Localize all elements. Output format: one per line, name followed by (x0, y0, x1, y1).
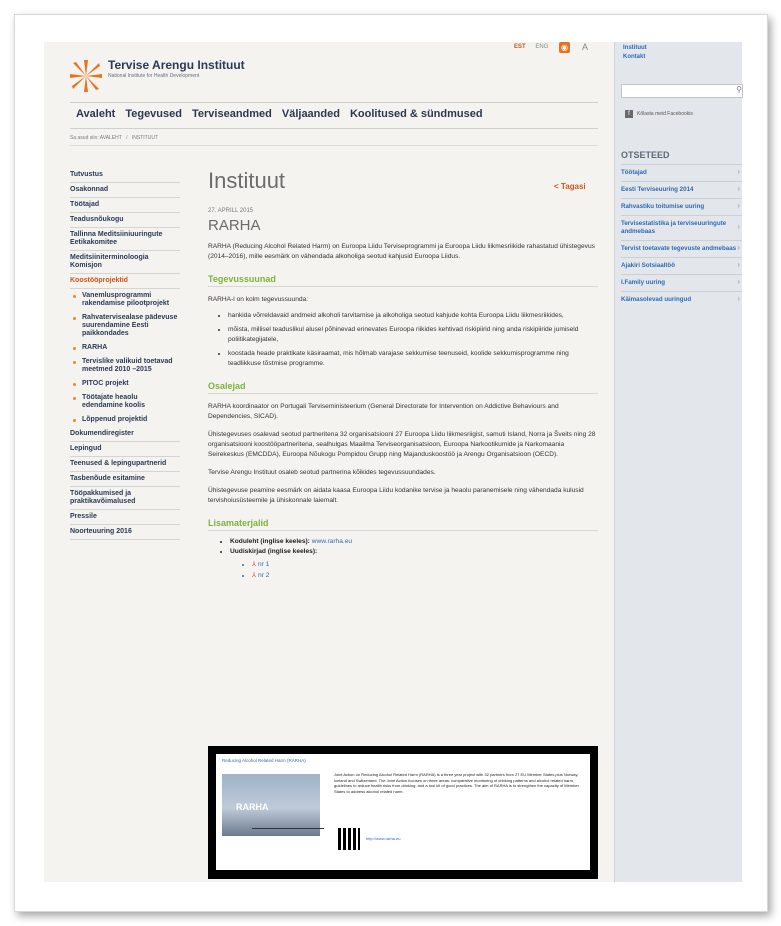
breadcrumb-prefix: Sa asud siin: (70, 135, 99, 141)
rss-icon[interactable]: ◉ (559, 42, 570, 53)
newsletter-item[interactable] (252, 559, 598, 570)
main-nav (76, 108, 483, 120)
chevron-right-icon: › (737, 184, 740, 193)
main-column (44, 42, 614, 882)
article-content (208, 168, 598, 581)
article-date: 27. APRILL 2015 (208, 208, 254, 214)
utility-links (623, 44, 647, 62)
home-label: Koduleht (inglise keeles): (230, 538, 312, 545)
chevron-right-icon: › (737, 277, 740, 286)
left-menu-item-active[interactable]: Koostööprojektid (70, 274, 180, 289)
shortcut-label[interactable]: Käimasolevad uuringud (621, 296, 692, 303)
article-intro: RARHA (Reducing Alcohol Related Harm) on Euroopa Liidu Terviseprogrammi ja Euroopa Liidu liikmesriikide rahastatud ühistegevus (2014–2016), mille eesmärk on vähendada alkoholiga seotud kahjusid Euroopa Liidus. (208, 243, 595, 260)
shortcut-label[interactable]: Tervisestatistika ja terviseuuringute andmebaas (621, 220, 727, 235)
chevron-right-icon: › (737, 201, 740, 210)
text-size-icon[interactable]: A (582, 42, 589, 52)
left-menu (70, 168, 180, 540)
section-heading: Tegevussuunad (208, 274, 598, 287)
qr-code-icon (338, 828, 360, 850)
divider (70, 128, 598, 129)
video-link[interactable]: http://www.rarha.eu (366, 836, 401, 841)
article-title: RARHA (208, 217, 261, 234)
left-menu-item[interactable]: Lepingud (70, 442, 180, 457)
newsletter-list (208, 559, 598, 581)
list-item: • hankida võrreldavaid andmeid alkoholi tarvitamise ja alkoholiga seotud kahjude kohta Euroopa Liidu liikmesriikides, (228, 311, 598, 321)
website-screenshot (44, 42, 741, 882)
shortcut-label[interactable]: Rahvastiku toitumise uuring (621, 203, 705, 210)
list-item: • koostada heade praktikate käsiraamat, mis hõlmab varajase sekkumise teenuseid, koolide sekkumisprogramme ning teadlikkuse tõstmise programme. (228, 349, 598, 369)
bridge-graphic (252, 828, 324, 829)
left-menu-item[interactable]: Tööpakkumised ja praktikavõimalused (70, 487, 180, 510)
shortcut-item[interactable] (621, 240, 742, 257)
language-switcher (514, 44, 554, 50)
shortcut-label[interactable]: Eesti Terviseuuring 2014 (621, 186, 694, 193)
left-menu-item[interactable]: Meditsiiniterminoloogia Komisjon (70, 251, 180, 274)
left-submenu-item[interactable]: Vanemlusprogrammi rakendamise pilootprojekt (70, 289, 180, 311)
shortcuts-list (621, 164, 742, 308)
video-description: Joint Action on Reducing Alcohol Related Harm (RARHA) is a three year project with 32 partners from 27 EU Member States plus Norway, Iceland and Switzerland. The Joint Action focuses on three areas: comparative monitoring of drinking patterns and alcohol related harm, guidelines to reduce health risks from drinking, and a tool kit of good practices. The aim of RARHA is to strengthen the capacity of Member States to address alcohol related harm. (334, 772, 579, 794)
breadcrumb-current: INSTITUUT (131, 135, 158, 141)
divider (70, 145, 598, 146)
newsletter-link[interactable]: nr 1 (258, 561, 270, 568)
left-submenu-item[interactable]: Lõppenud projektid (70, 413, 180, 427)
facebook-icon: f (625, 110, 633, 118)
shortcut-item[interactable] (621, 164, 742, 181)
page-title: Instituut (208, 168, 286, 193)
utility-link-kontakt[interactable]: Kontakt (623, 54, 646, 60)
facebook-label: Kõlasta meid Facebookis (637, 111, 693, 117)
list-item (230, 537, 598, 547)
materials-list (208, 537, 598, 557)
nav-item-avaleht[interactable]: Avaleht (76, 108, 116, 120)
shortcut-label[interactable]: Töötajad (621, 169, 647, 176)
video-thumbnail[interactable] (222, 774, 320, 836)
shortcut-label[interactable]: Ajakiri Sotsiaaltöö (621, 262, 675, 269)
shortcut-item[interactable] (621, 274, 742, 291)
left-menu-item[interactable]: Töötajad (70, 198, 180, 213)
left-menu-item[interactable]: Dokumendiregister (70, 427, 180, 442)
nav-item-koolitused[interactable]: Koolitused & sündmused (349, 108, 483, 120)
chevron-right-icon: › (737, 243, 740, 252)
logo-subtitle: National Institute for Health Development (108, 73, 200, 79)
paragraph: RARHA koordinaator on Portugali Terviseministeerium (General Directorate for Intervention on Addictive Behaviours and Dependencies, SICAD). (208, 403, 559, 420)
paragraph: Tervise Arengu Instituut osaleb seotud partnerina kõikides tegevussuundades. (208, 469, 436, 476)
left-menu-item[interactable]: Noorteuuring 2016 (70, 525, 180, 540)
logo-title[interactable]: Tervise Arengu Instituut (108, 58, 245, 72)
bullet-list (208, 311, 598, 369)
right-sidebar (614, 42, 742, 882)
left-menu-item[interactable]: Tallinna Meditsiiniuuringute Eetikakomitee (70, 228, 180, 251)
left-submenu-item[interactable]: Tervislike valikuid toetavad meetmed 2010 –2015 (70, 355, 180, 377)
section-heading: Lisamaterjalid (208, 518, 598, 531)
shortcuts-heading: OTSETEED (621, 150, 670, 160)
video-title[interactable]: Reducing Alcohol Related Harm (RARHA) (222, 758, 306, 763)
search-icon[interactable]: ⚲ (736, 85, 742, 94)
left-menu-item[interactable]: Teenused & lepingupartnerid (70, 457, 180, 472)
video-frame (216, 754, 590, 870)
left-submenu-item[interactable]: Töötajate heaolu edendamine koolis (70, 391, 180, 413)
chevron-right-icon: › (737, 294, 740, 303)
pdf-icon: ⅄ (252, 572, 257, 579)
section-heading: Osalejad (208, 381, 598, 394)
shortcut-item[interactable] (621, 257, 742, 274)
left-menu-item[interactable]: Teadusnõukogu (70, 213, 180, 228)
shortcut-item[interactable] (621, 291, 742, 308)
left-menu-item[interactable]: Osakonnad (70, 183, 180, 198)
shortcut-item[interactable] (621, 198, 742, 215)
nav-item-tegevused[interactable]: Tegevused (125, 108, 182, 120)
shortcut-item[interactable] (621, 181, 742, 198)
left-submenu-item[interactable]: RARHA (70, 341, 180, 355)
video-embed[interactable] (208, 746, 598, 879)
newsletter-item[interactable] (252, 570, 598, 581)
nav-item-valjaanded[interactable]: Väljaanded (281, 108, 340, 120)
shortcut-item[interactable] (621, 215, 742, 240)
lang-est-link[interactable]: EST (514, 44, 526, 50)
pdf-icon: ⅄ (252, 561, 257, 568)
left-submenu-item[interactable]: PITOC projekt (70, 377, 180, 391)
logo-icon[interactable] (70, 60, 102, 92)
shortcut-label[interactable]: Tervist toetavate tegevuste andmebaas (621, 245, 737, 252)
nav-item-terviseandmed[interactable]: Terviseandmed (191, 108, 272, 120)
left-menu-item[interactable]: Tutvustus (70, 168, 180, 183)
back-link[interactable]: < Tagasi (554, 182, 586, 191)
shortcut-label[interactable]: I.Family uuring (621, 279, 666, 286)
left-menu-item[interactable]: Tasbenõude esitamine (70, 472, 180, 487)
chevron-right-icon: › (737, 167, 740, 176)
divider (70, 102, 598, 103)
breadcrumb-home[interactable]: AVALEHT (99, 135, 122, 141)
section-intro: RARHA-l on kolm tegevussuunda: (208, 296, 309, 303)
breadcrumb-separator: / (126, 135, 128, 141)
utility-link-instituut[interactable]: Instituut (623, 45, 647, 51)
chevron-right-icon: › (737, 260, 740, 269)
left-menu-item[interactable]: Pressile (70, 510, 180, 525)
paragraph: Ühistegevuses osalevad seotud partneritena 32 organisatsiooni 27 Euroopa Liidu liikmesriigist, samuti Island, Norra ja Šveits ning 28 organisatsiooni koostööpartneritena, sealhulgas Maailma Terviseorganisatsioon, Euroopa Narkootikumide ja Narkomaania Seirekeskus (EMCDDA), Euroopa Nõukogu Pompidou Grupp ning Majanduskoostöö ja Arengu Organisatsioon (OECD). (208, 431, 596, 458)
search-input[interactable] (621, 84, 743, 98)
newsletter-link[interactable]: nr 2 (258, 572, 270, 579)
list-item: • mõista, millisel teaduslikul alusel põhinevad erinevates Euroopa riikides kehtivad riskipiirid ning anda riskipiiride jumiseld poliitikategijatele, (228, 325, 598, 345)
lang-eng-link[interactable]: ENG (535, 44, 549, 50)
left-submenu-item[interactable]: Rahvatervisealase pädevuse suurendamine Eesti paikkondades (70, 311, 180, 341)
breadcrumb (70, 135, 158, 141)
list-item: • Uudiskirjad (inglise keeles): (230, 547, 598, 557)
facebook-link[interactable] (625, 110, 693, 118)
paragraph: Ühistegevuse peamine eesmärk on aidata kaasa Euroopa Liidu kodanike tervise ja heaolu paranemisele ning vähendada kulusid tervishoiusüsteemile ja ühiskonnale laiemalt. (208, 487, 584, 504)
chevron-right-icon: › (737, 222, 740, 231)
home-link[interactable]: www.rarha.eu (311, 538, 353, 545)
video-logo: RARHA (236, 802, 269, 812)
